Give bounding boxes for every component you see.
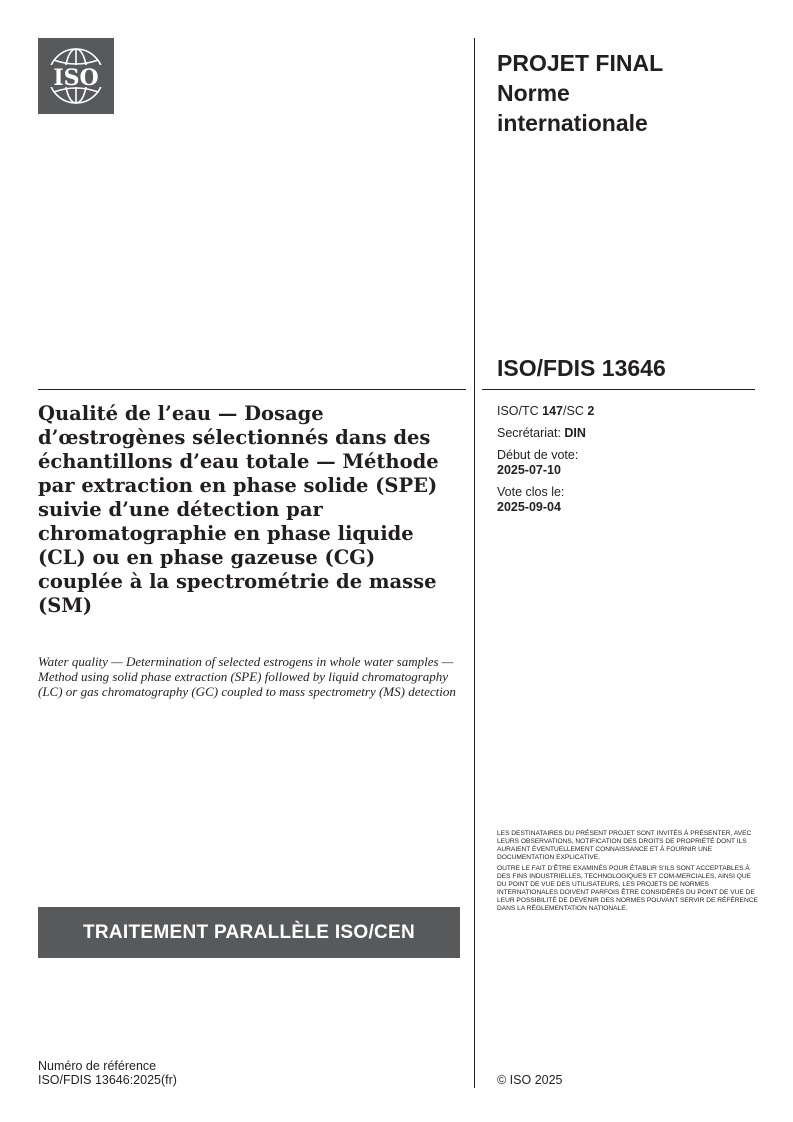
status-label: PROJET FINAL: [497, 50, 664, 76]
title-french: Qualité de l’eau — Dosage d’œstrogènes sélectionnés dans des échantillons d’eau totale — Méthode par extraction en phase solide (SPE) suivie d’une détection par chromatographie en phase liquide (CL) ou en phase gazeuse (CG) couplée à la spectrométrie de masse (SM): [38, 402, 439, 617]
tc-number: 147: [542, 404, 564, 418]
horizontal-divider-left: [38, 389, 466, 390]
document-number: ISO/FDIS 13646: [497, 355, 666, 381]
copyright-notice: © ISO 2025: [497, 1073, 563, 1087]
globe-icon: [38, 38, 114, 114]
document-status-heading: [497, 48, 757, 138]
vote-end-label: Vote clos le:: [497, 485, 565, 499]
secretariat-line: [497, 426, 757, 441]
horizontal-divider-right: [482, 389, 755, 390]
parallel-processing-banner: TRAITEMENT PARALLÈLE ISO/CEN: [38, 907, 460, 958]
secretariat-value: DIN: [564, 426, 586, 440]
vote-end: [497, 485, 757, 515]
reference-number: [38, 1059, 338, 1087]
reference-value: ISO/FDIS 13646:2025(fr): [38, 1073, 177, 1087]
iso-logo: [38, 38, 114, 114]
secretariat-label: Secrétariat:: [497, 426, 565, 440]
vote-start-date: 2025-07-10: [497, 463, 561, 477]
committee-prefix: ISO/TC: [497, 404, 543, 418]
notice-paragraph-2: OUTRE LE FAIT D’ÊTRE EXAMINÉS POUR ÉTABLIR S’ILS SONT ACCEPTABLES À DES FINS INDUSTRIELLES, TECHNOLOGIQUES ET COM-MERCIALES, AINSI QUE DU POINT DE VUE DES UTILISATEURS, LES PROJETS DE NORMES INTERNATIONALES DOIVENT PARFOIS ÊTRE CONSIDÉRÉS DU POINT DE VUE DE LEUR POSSIBILITÉ DE DEVENIR DES NORMES POUVANT SERVIR DE RÉFÉRENCE DANS LA RÉGLEMENTATION NATIONALE.: [497, 865, 758, 912]
vertical-divider: [474, 38, 475, 1088]
title-english: Water quality — Determination of selected estrogens in whole water samples — Method using solid phase extraction (SPE) followed by liquid chromatography (LC) or gas chromatography (GC) coupled to mass spectrometry (MS) detection: [38, 654, 456, 699]
sc-prefix: /SC: [563, 404, 588, 418]
reference-label: Numéro de référence: [38, 1059, 157, 1073]
notice-paragraph-1: LES DESTINATAIRES DU PRÉSENT PROJET SONT INVITÉS À PRÉSENTER, AVEC LEURS OBSERVATIONS, NOTIFICATION DES DROITS DE PROPRIÉTÉ DONT ILS AURAIENT ÉVENTUELLEMENT CONNAISSANCE ET À FOURNIR UNE DOCUMENTATION EXPLICATIVE.: [497, 830, 752, 861]
document-metadata: [497, 404, 757, 522]
recipient-notice: [497, 830, 759, 916]
vote-end-date: 2025-09-04: [497, 500, 561, 514]
vote-start-label: Début de vote:: [497, 448, 579, 462]
doc-type-line1: Norme: [497, 80, 570, 106]
committee-line: [497, 404, 757, 419]
sc-number: 2: [587, 404, 595, 418]
vote-start: [497, 448, 757, 478]
logo-text: ISO: [53, 65, 99, 91]
doc-type-line2: internationale: [497, 110, 648, 136]
